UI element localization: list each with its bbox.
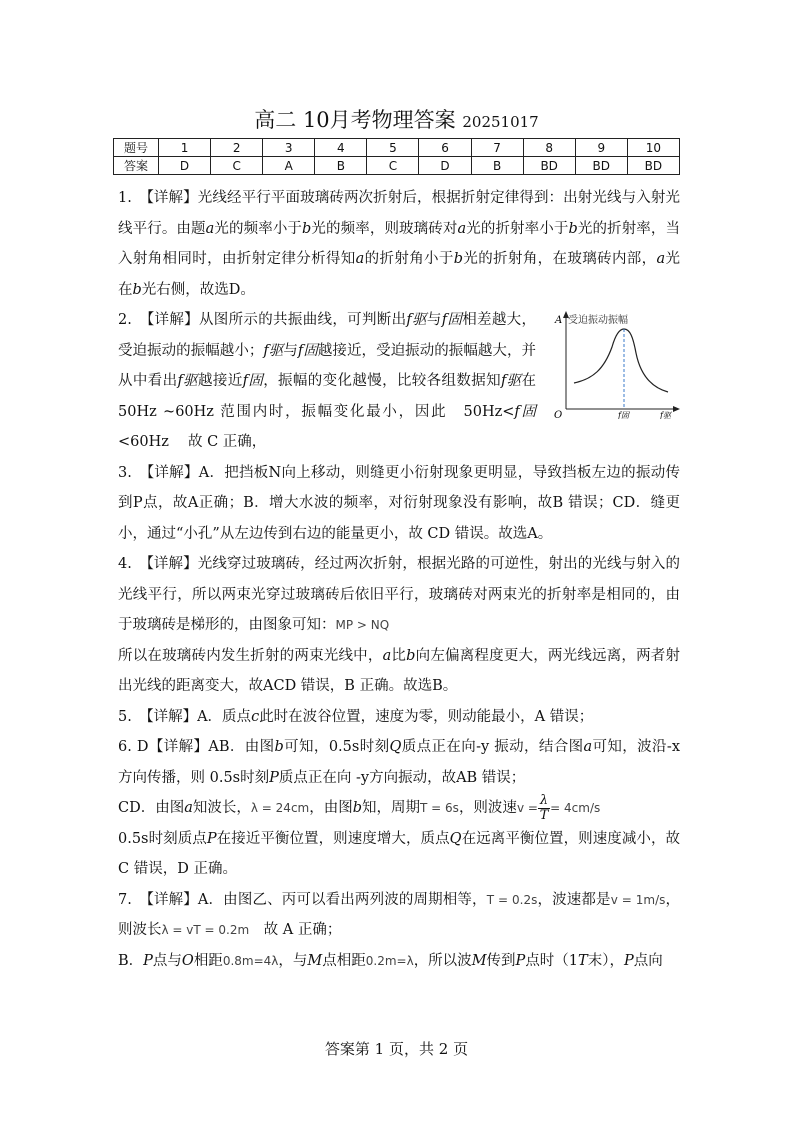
resonance-curve (574, 329, 668, 392)
answer-cell: BD (575, 157, 627, 175)
solution-3: 3. 【详解】A．把挡板N向上移动，则缝更小衍射现象更明显，导致挡板左边的振动传到P点，故A正确；B．增大水波的频率，对衍射现象没有影响，故B 错误；CD．缝更小，通过“小孔”从左边传到右边的能量更小，故 CD 错误。故选A。 (118, 464, 680, 542)
solution-6: 6. D【详解】AB．由图b可知，0.5s时刻Q质点正在向-y 振动，结合图a可知，波沿-x 方向传播，则 0.5s时刻P质点正在向 -y方向振动，故AB 错误； (118, 739, 680, 786)
solution-4: 4. 【详解】光线穿过玻璃砖，经过两次折射，根据光路的可逆性，射出的光线与射入的光线平行，所以两束光穿过玻璃砖后依旧平行，玻璃砖对两束光的折射率是相同的，由于玻璃砖是梯形的，由图象可知：MP > NQ (118, 556, 680, 633)
number-cell: 9 (575, 139, 627, 157)
origin-label: O (554, 410, 563, 419)
answer-cell: D (419, 157, 471, 175)
number-cell: 7 (471, 139, 523, 157)
title-text: 高二 10月考物理答案 (254, 108, 456, 132)
answer-cell: BD (523, 157, 575, 175)
answer-cell: C (367, 157, 419, 175)
x-axis-label: f驱 (660, 411, 671, 419)
solution-2: 2. 【详解】从图所示的共振曲线，可判断出f驱与f固相差越大，受迫振动的振幅越小；f驱与f固越接近，受迫振动的振幅越大，并从中看出f驱越接近f固，振幅的变化越慢，比较各组数据知f驱在 50Hz ~60Hz 范围内时，振幅变化最小，因此 50Hz<f固<60Hz 故 C 正确， (118, 312, 537, 450)
row-label-answer: 答案 (114, 157, 159, 175)
row-label-number: 题号 (114, 139, 159, 157)
x-marker-label: f固 (618, 411, 629, 419)
solution-4-continued: 所以在玻璃砖内发生折射的两束光线中，a比b向左偏离程度更大，两光线远离，两者射出光线的距离变大，故ACD 错误，B 正确。故选B。 (118, 647, 681, 694)
answer-cell: D (159, 157, 211, 175)
number-cell: 6 (419, 139, 471, 157)
answer-cell: B (471, 157, 523, 175)
resonance-curve-svg (548, 309, 680, 419)
answer-table-answer-row (114, 157, 680, 175)
number-cell: 8 (523, 139, 575, 157)
solution-1: 1. 【详解】光线经平行平面玻璃砖两次折射后，根据折射定律得到：出射光线与入射光线平行。由题a光的频率小于b光的频率，则玻璃砖对a光的折射率小于b光的折射率，当入射角相同时，由折射定律分析得知a的折射角小于b光的折射角，在玻璃砖内部，a光在b光右侧，故选D。 (118, 190, 681, 298)
solution-6-continued: 0.5s时刻质点P在接近平衡位置，则速度增大，质点Q在远离平衡位置，则速度减小，故 C 错误，D 正确。 (118, 830, 681, 877)
solution-5: 5. 【详解】A．质点c此时在波谷位置，速度为零，则动能最小，A 错误； (118, 708, 594, 725)
number-cell: 1 (159, 139, 211, 157)
solution-7: 7. 【详解】A．由图乙、丙可以看出两列波的周期相等，T = 0.2s，波速都是v = 1m/s，则波长λ = vT = 0.2m 故 A 正确； (118, 891, 681, 938)
number-cell: 10 (627, 139, 679, 157)
solution-6-cd: CD．由图a知波长，λ = 24cm，由图b知，周期T = 6s，则波速v = $\frac{\lambda}{T}$ = 4cm/s (118, 792, 601, 823)
y-axis-label: 受迫振动振幅 (568, 315, 628, 326)
answer-cell: B (315, 157, 367, 175)
resonance-curve-figure (548, 309, 680, 419)
velocity-fraction: $\frac{\lambda}{T}$ (539, 792, 549, 823)
page-title (0, 104, 793, 134)
svg-text:A: A (555, 315, 563, 326)
title-date: 20251017 (462, 113, 539, 131)
number-cell: 3 (263, 139, 315, 157)
answer-table (113, 138, 680, 175)
answer-cell: A (263, 157, 315, 175)
page-footer: 答案第 1 页，共 2 页 (324, 1040, 469, 1058)
number-cell: 2 (211, 139, 263, 157)
answer-cell: BD (627, 157, 679, 175)
solutions (118, 183, 680, 976)
solution-7-b: B．P点与O相距0.8m=4λ，与M点相距0.2m=λ，所以波M传到P点时（1T末），P点向 (118, 952, 663, 969)
number-cell: 5 (367, 139, 419, 157)
number-cell: 4 (315, 139, 367, 157)
answer-cell: C (211, 157, 263, 175)
answer-table-number-row (114, 139, 680, 157)
